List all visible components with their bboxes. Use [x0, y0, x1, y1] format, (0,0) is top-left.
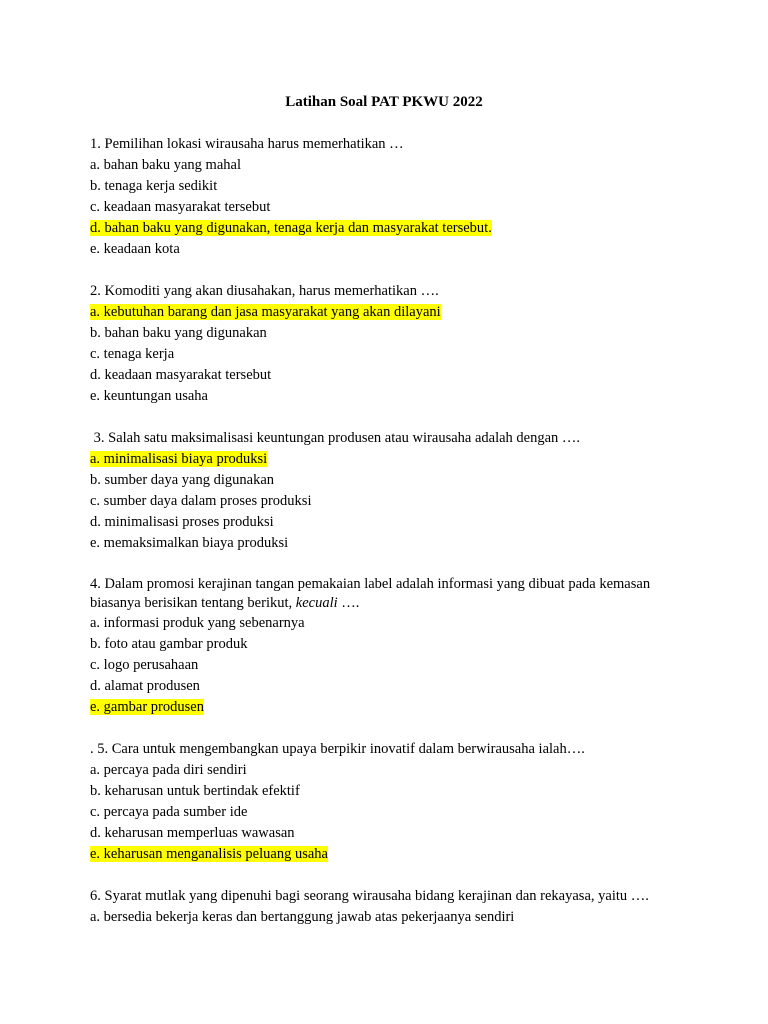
option-text: d. alamat produsen [90, 678, 200, 694]
option-e [90, 239, 690, 260]
document-title: Latihan Soal PAT PKWU 2022 [285, 94, 483, 110]
option-c [90, 802, 690, 823]
question-3 [90, 428, 690, 554]
question-text: . 5. Cara untuk mengembangkan upaya berpikir inovatif dalam berwirausaha ialah…. [90, 741, 585, 757]
question-1 [90, 134, 690, 260]
option-b [90, 470, 690, 491]
option-d [90, 823, 690, 844]
option-a [90, 613, 690, 634]
option-e [90, 533, 690, 554]
option-d [90, 365, 690, 386]
question-6 [90, 886, 690, 928]
question-text-part: biasanya berisikan tentang berikut, [90, 595, 296, 611]
question-text: 2. Komoditi yang akan diusahakan, harus memerhatikan …. [90, 283, 439, 299]
option-text: d. keharusan memperluas wawasan [90, 825, 295, 841]
option-text: b. sumber daya yang digunakan [90, 472, 275, 488]
question-text: 1. Pemilihan lokasi wirausaha harus memerhatikan … [90, 136, 404, 152]
option-a [90, 302, 690, 323]
option-a [90, 907, 690, 928]
question-list [90, 134, 690, 949]
option-a [90, 155, 690, 176]
option-b [90, 323, 690, 344]
option-text: a. informasi produk yang sebenarnya [90, 615, 305, 631]
option-c [90, 344, 690, 365]
option-text: a. percaya pada diri sendiri [90, 762, 247, 778]
option-e [90, 697, 690, 718]
option-text: e. keuntungan usaha [90, 388, 208, 404]
option-text: c. sumber daya dalam proses produksi [90, 493, 312, 509]
option-d [90, 676, 690, 697]
option-text: d. minimalisasi proses produksi [90, 514, 274, 530]
question-text-line-2 [90, 594, 690, 613]
option-e [90, 386, 690, 407]
option-text: e. keadaan kota [90, 241, 180, 257]
option-d [90, 512, 690, 533]
option-text: c. keadaan masyarakat tersebut [90, 199, 271, 215]
question-text [90, 575, 690, 613]
option-text: c. tenaga kerja [90, 346, 175, 362]
question-text: 3. Salah satu maksimalisasi keuntungan produsen atau wirausaha adalah dengan …. [90, 430, 581, 446]
option-text: b. keharusan untuk bertindak efektif [90, 783, 300, 799]
question-text-part: …. [337, 595, 360, 611]
highlighted-answer: e. keharusan menganalisis peluang usaha [90, 846, 328, 862]
option-e [90, 844, 690, 865]
emphasis-text: kecuali [295, 595, 338, 611]
option-text: c. logo perusahaan [90, 657, 199, 673]
option-text: b. foto atau gambar produk [90, 636, 248, 652]
option-text: b. tenaga kerja sedikit [90, 178, 218, 194]
question-2 [90, 281, 690, 407]
option-text: c. percaya pada sumber ide [90, 804, 248, 820]
highlighted-answer: a. minimalisasi biaya produksi [90, 451, 268, 467]
option-text: a. bahan baku yang mahal [90, 157, 241, 173]
option-a [90, 449, 690, 470]
question-5 [90, 739, 690, 865]
option-text: b. bahan baku yang digunakan [90, 325, 267, 341]
highlighted-answer: a. kebutuhan barang dan jasa masyarakat yang akan dilayani [90, 304, 441, 320]
option-c [90, 655, 690, 676]
option-b [90, 176, 690, 197]
highlighted-answer: d. bahan baku yang digunakan, tenaga kerja dan masyarakat tersebut. [90, 220, 492, 236]
question-text-line-1: 4. Dalam promosi kerajinan tangan pemakaian label adalah informasi yang dibuat pada kemasan [90, 576, 651, 592]
question-4 [90, 575, 690, 718]
option-text: e. memaksimalkan biaya produksi [90, 535, 289, 551]
question-text: 6. Syarat mutlak yang dipenuhi bagi seorang wirausaha bidang kerajinan dan rekayasa, yaitu …. [90, 888, 649, 904]
option-text: a. bersedia bekerja keras dan bertanggung jawab atas pekerjaanya sendiri [90, 909, 515, 925]
option-a [90, 760, 690, 781]
option-text: d. keadaan masyarakat tersebut [90, 367, 272, 383]
highlighted-answer: e. gambar produsen [90, 699, 204, 715]
option-b [90, 781, 690, 802]
option-d [90, 218, 690, 239]
option-b [90, 634, 690, 655]
option-c [90, 197, 690, 218]
option-c [90, 491, 690, 512]
